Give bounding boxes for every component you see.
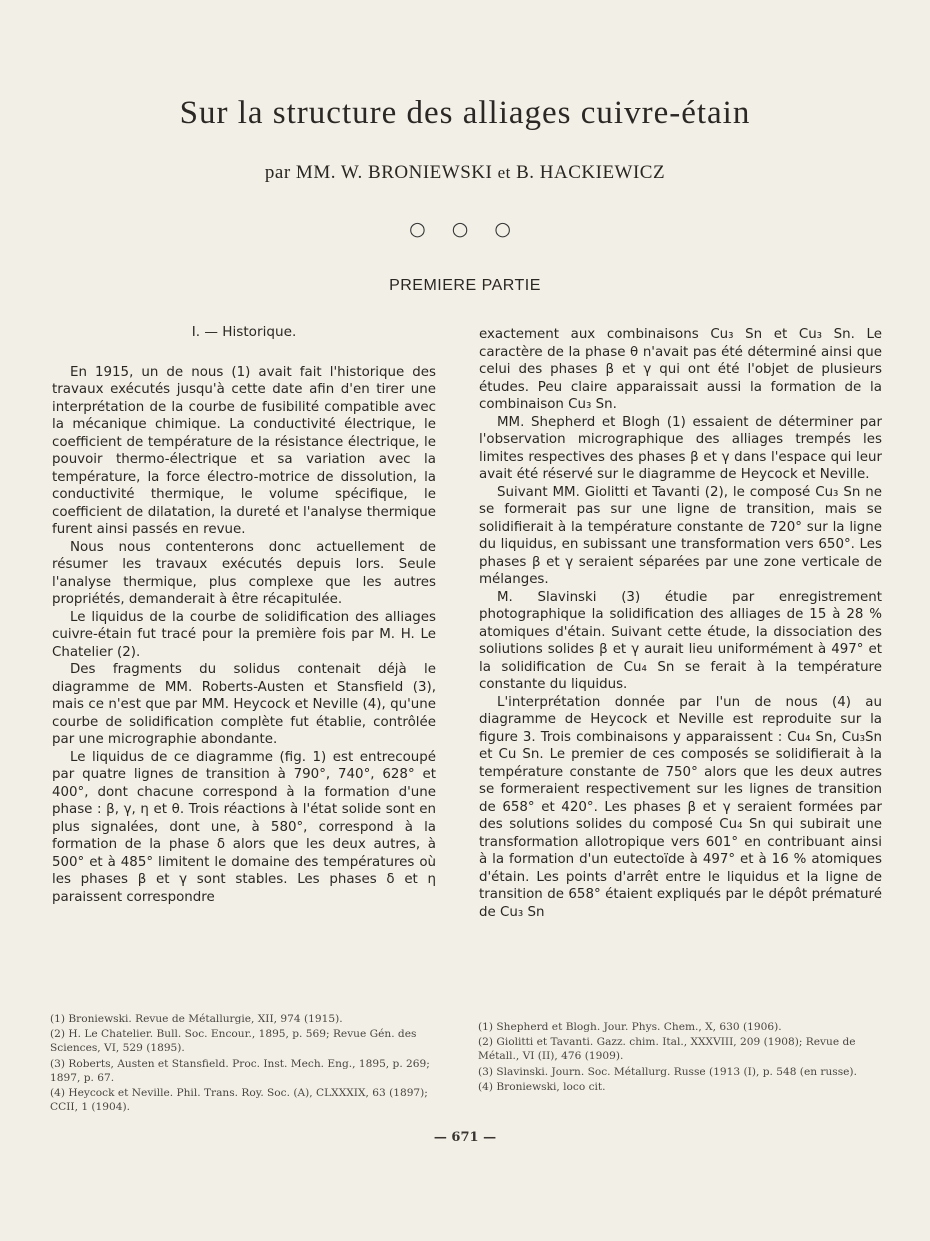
footnote: (2) H. Le Chatelier. Bull. Soc. Encour., 1895, p. 569; Revue Gén. des Sciences, VI, 529 (1895).: [50, 1028, 417, 1055]
paragraph: Le liquidus de la courbe de solidification des alliages cuivre-étain fut tracé pour la première fois par M. H. Le Chatelier (2).: [52, 609, 436, 660]
footnote: (1) Shepherd et Blogh. Jour. Phys. Chem., X, 630 (1906).: [478, 1021, 782, 1033]
paragraph: MM. Shepherd et Blogh (1) essaient de déterminer par l'observation micrographique des alliages trempés les limites respectives des phases β et γ dans l'espace qui leur avait été réservé sur le diagramme de Heycock et Neville.: [479, 414, 882, 482]
footnote: (4) Broniewski, loco cit.: [478, 1080, 606, 1093]
paragraph: Des fragments du solidus contenait déjà le diagramme de MM. Roberts-Austen et Stansfield (3), mais ce n'est que par MM. Heycock et Neville (4), qu'une courbe de solidification complète fut établie, contrôlée par une micrographie abondante.: [52, 662, 436, 747]
authors-prefix: par: [264, 162, 291, 183]
footnote: (4) Heycock et Neville. Phil. Trans. Roy. Soc. (A), CLXXXIX, 63 (1897); CCII, 1 (1904).: [50, 1087, 428, 1114]
right-column: [479, 326, 882, 921]
paragraph: L'interprétation donnée par l'un de nous (4) au diagramme de Heycock et Neville est reproduite sur la figure 3. Trois combinaisons y apparaissent : Cu₄ Sn, Cu₃Sn et Cu Sn. Le premier de ces composés se solidifierait à la température constante de 750° alors que les deux autres se formeraient respectivement sur les lignes de transition de 658° et 420°. Les phases β et γ seraient formées par des solutions solides du composé Cu₄ Sn qui subirait une transformation allotropique vers 601° en contribuant ainsi à la formation d'un eutectoïde à 497° et à 16 % atomiques d'étain. Les points d'arrêt entre le liquidus et la ligne de transition de 658° étaient expliqués par le dépôt prématuré de Cu₃ Sn: [479, 694, 882, 920]
authors-line: [0, 162, 930, 184]
section-heading: I. — Historique.: [191, 324, 297, 340]
paragraph: exactement aux combinaisons Cu₃ Sn et Cu₃ Sn. Le caractère de la phase θ n'avait pas été déterminé ainsi que celui des phases β et γ qui ont été l'objet de plusieurs études. Peu claire apparaissait aussi la formation de la combinaison Cu₃ Sn.: [479, 327, 882, 412]
paragraph: Le liquidus de ce diagramme (fig. 1) est entrecoupé par quatre lignes de transition à 790°, 740°, 628° et 400°, dont chacune correspond à la formation d'une phase : β, γ, η et θ. Trois réactions à l'état solide sont en plus signalées, dont une, à 580°, correspond à la formation de la phase δ alors que les deux autres, à 500° et à 485° limitent le domaine des températures où les phases β et γ sont stables. Les phases δ et η paraissent correspondre: [52, 749, 436, 905]
footnote: (3) Slavinski. Journ. Soc. Métallurg. Russe (1913 (I), p. 548 (en russe).: [478, 1065, 857, 1078]
left-column: [52, 320, 436, 906]
paragraph: En 1915, un de nous (1) avait fait l'historique des travaux exécutés jusqu'à cette date afin d'en tirer une interprétation de la courbe de fusibilité compatible avec la mécanique chimique. La conductivité électrique, le coefficient de température de la résistance électrique, le pouvoir thermo-électrique et sa variation avec la température, la force électro-motrice de dissolution, la conductivité thermique, le volume spécifique, le coefficient de dilatation, la dureté et l'analyse thermique furent ainsi passés en revue.: [52, 364, 436, 537]
paragraph: Suivant MM. Giolitti et Tavanti (2), le composé Cu₃ Sn ne se formerait pas sur une ligne de transition, mais se solidifierait à la température constante de 720° sur la ligne du liquidus, en subissant une transformation vers 650°. Les phases β et γ seraient séparées par une zone verticale de mélanges.: [479, 484, 882, 587]
paragraph: M. Slavinski (3) étudie par enregistrement photographique la solidification des alliages de 15 à 28 % atomiques d'étain. Suivant cette étude, la dissociation des soliutions solides β et γ aurait lieu uniformément à 497° et la solidification de Cu₄ Sn se ferait à la température constante du liquidus.: [479, 589, 882, 692]
footnote: (1) Broniewski. Revue de Métallurgie, XII, 974 (1915).: [50, 1013, 343, 1025]
footnotes-right: [478, 1020, 882, 1095]
author-2: B. HACKIEWICZ: [516, 162, 666, 183]
paragraph: Nous nous contenterons donc actuellement de résumer les travaux exécutés depuis lors. Seule l'analyse thermique, plus complexe que les autres propriétés, demanderait à être récapitulée.: [52, 539, 436, 607]
footnotes-left: [50, 1012, 435, 1115]
part-heading: PREMIERE PARTIE: [389, 277, 541, 294]
footnote: (3) Roberts, Austen et Stansfield. Proc. Inst. Mech. Eng., 1895, p. 269; 1897, p. 67.: [50, 1057, 430, 1084]
article-title: Sur la structure des alliages cuivre-étain: [179, 95, 751, 131]
ornament-circles: ○ ○ ○: [409, 218, 521, 240]
footnote: (2) Giolitti et Tavanti. Gazz. chim. Ital., XXXVIII, 209 (1908); Revue de Métall., VI (II), 476 (1909).: [478, 1036, 856, 1063]
authors-conjunction: et: [497, 163, 511, 182]
page-number: — 671 —: [433, 1130, 497, 1145]
author-1: MM. W. BRONIEWSKI: [295, 162, 493, 183]
